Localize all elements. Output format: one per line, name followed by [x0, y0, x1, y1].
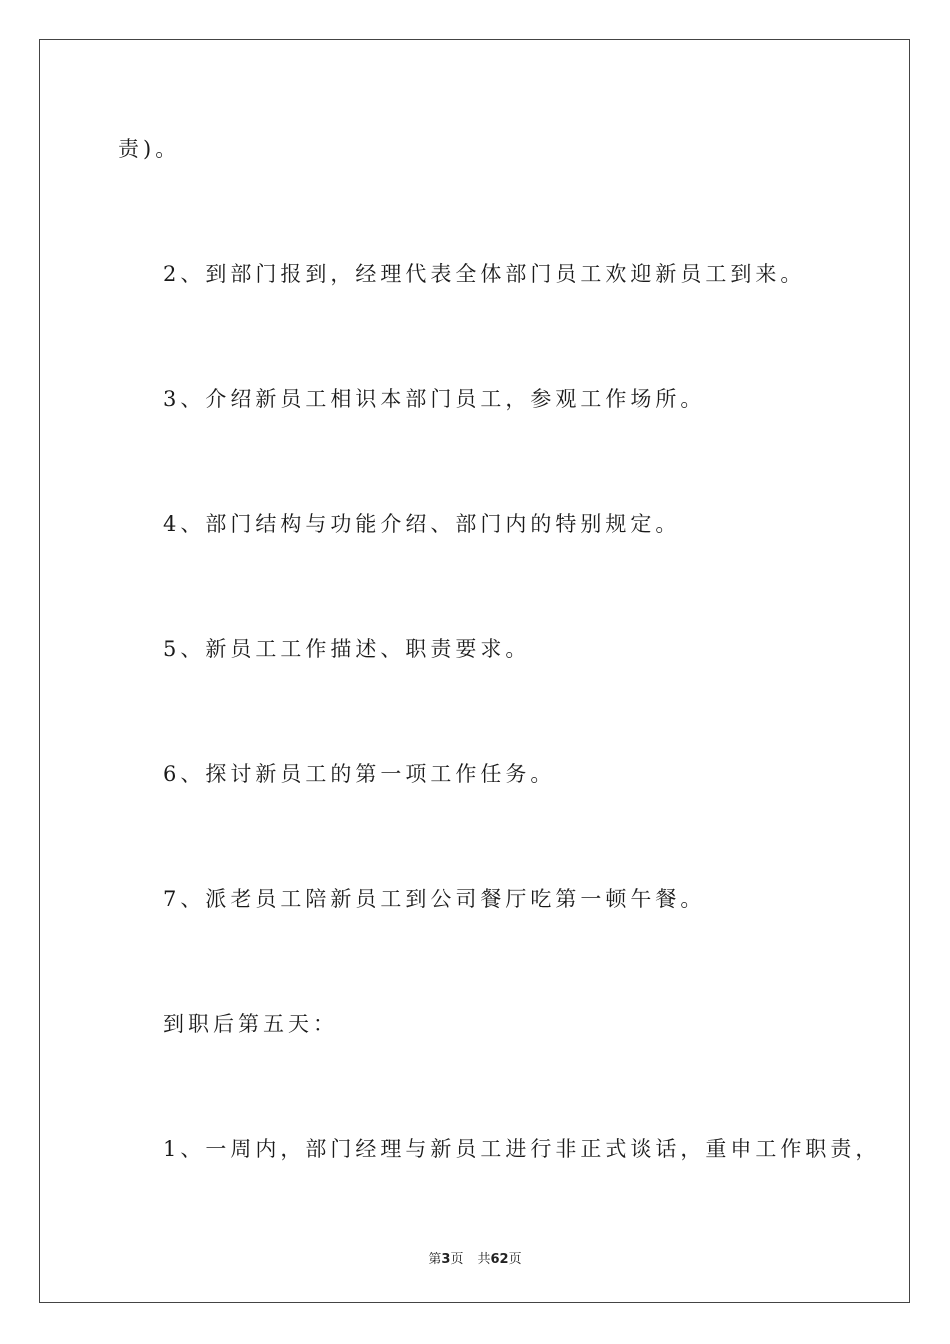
- list-item-2: 2、到部门报到，经理代表全体部门员工欢迎新员工到来。: [163, 262, 806, 286]
- total-pages: 62: [490, 1252, 509, 1267]
- list-item-1: 1、一周内，部门经理与新员工进行非正式谈话，重申工作职责，: [163, 1137, 881, 1161]
- page-footer: [0, 1248, 950, 1267]
- total-suffix: 页: [508, 1252, 522, 1267]
- list-item-7: 7、派老员工陪新员工到公司餐厅吃第一顿午餐。: [163, 887, 706, 911]
- page-frame: [39, 39, 910, 1303]
- total-prefix: 共: [477, 1252, 491, 1267]
- list-item-6: 6、探讨新员工的第一项工作任务。: [163, 762, 556, 786]
- section-heading: 到职后第五天：: [163, 1012, 338, 1036]
- page-prefix: 第: [428, 1252, 442, 1267]
- paragraph-continuation: 责)。: [118, 137, 181, 161]
- list-item-5: 5、新员工工作描述、职责要求。: [163, 637, 531, 661]
- list-item-3: 3、介绍新员工相识本部门员工，参观工作场所。: [163, 387, 706, 411]
- page-number: 3: [441, 1252, 451, 1267]
- page-suffix: 页: [450, 1252, 464, 1267]
- list-item-4: 4、部门结构与功能介绍、部门内的特别规定。: [163, 512, 681, 536]
